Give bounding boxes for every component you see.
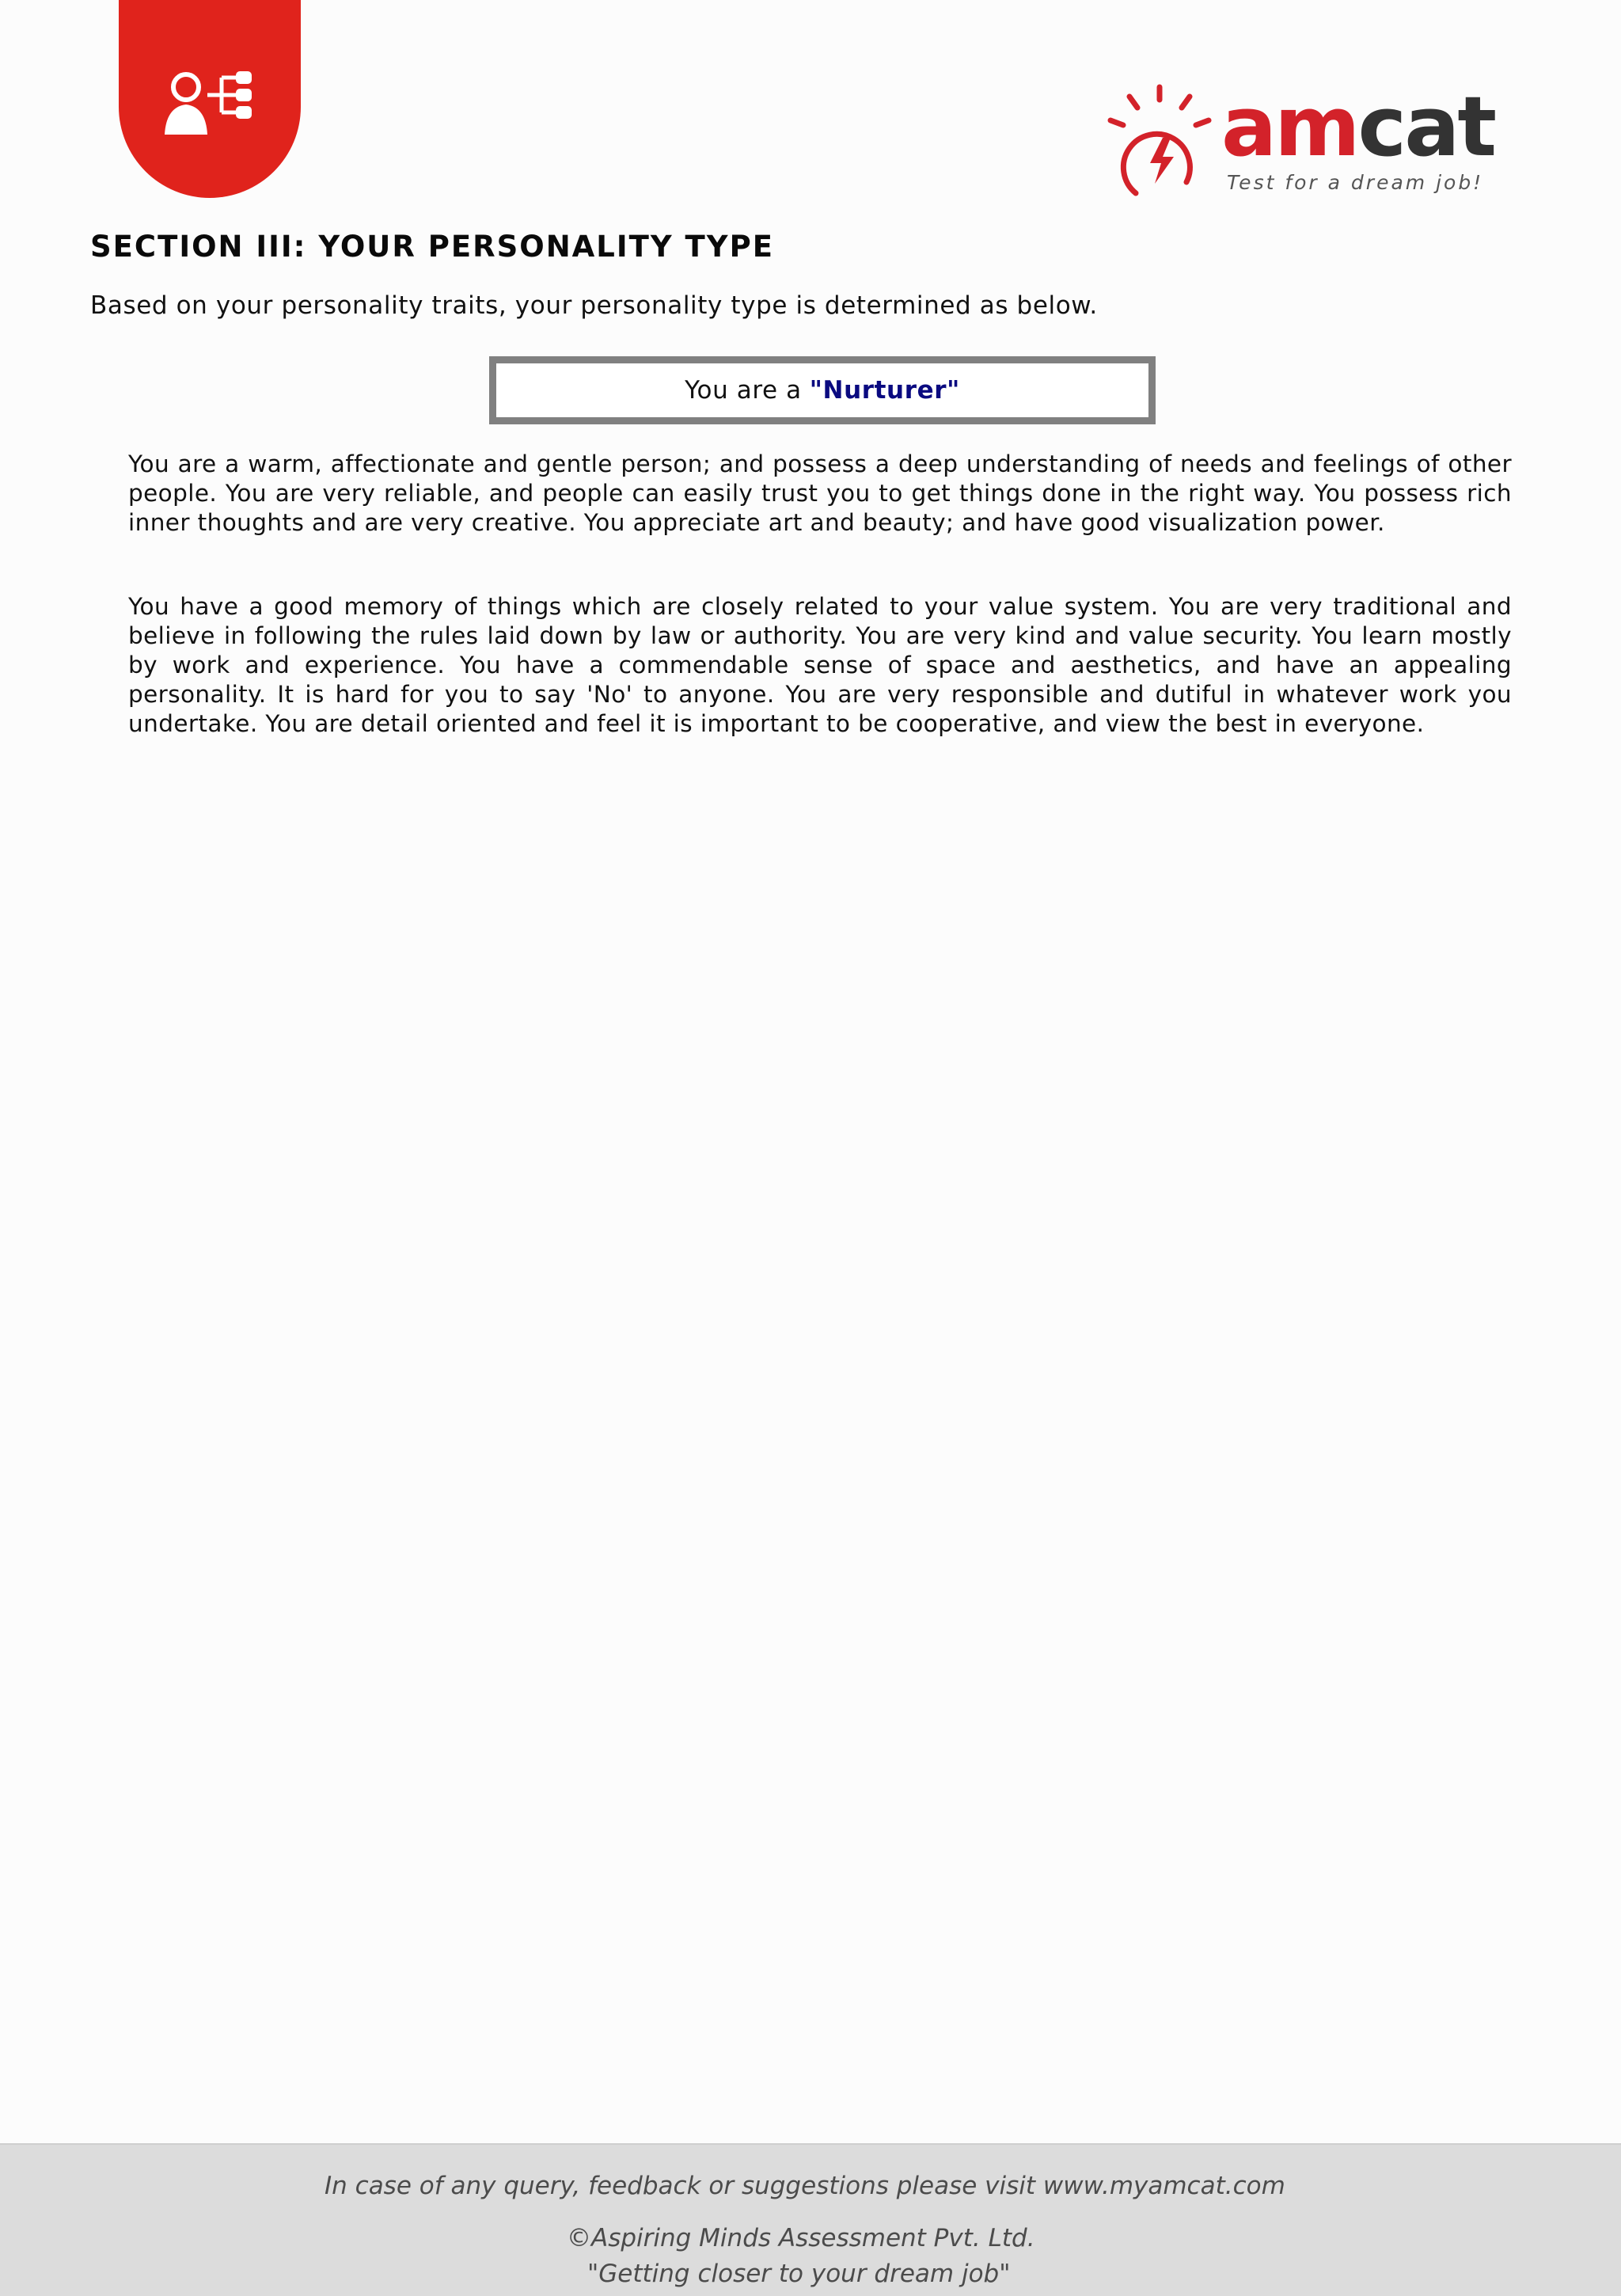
footer-slogan: "Getting closer to your dream job" (587, 2260, 1011, 2288)
type-prefix: You are a (685, 376, 802, 405)
footer-copyright: ©Aspiring Minds Assessment Pvt. Ltd. (567, 2224, 1035, 2252)
section-badge (119, 0, 301, 198)
brand-tagline: Test for a dream job! (1227, 171, 1484, 194)
section-intro: Based on your personality traits, your personality type is determined as below. (90, 291, 1098, 320)
description-paragraph-2: You have a good memory of things which are closely related to your value system. You are very traditional and believe in following the rules laid down by law or authority. You are very kind and value security. You learn mostly by work and experience. You have a commendable sense of space and aesthetics, and have an appealing personality. It is hard for you to say 'No' to anyone. You are very responsible and dutiful in whatever work you undertake. You are detail oriented and feel it is important to be cooperative, and view the best in everyone. (128, 593, 1512, 737)
amcat-logo (1104, 78, 1516, 201)
brand-secondary: cat (1357, 78, 1495, 175)
page-footer (0, 2143, 1621, 2296)
brand-primary: am (1221, 78, 1358, 175)
brand-wordmark (1221, 78, 1495, 175)
description-paragraph-1: You are a warm, affectionate and gentle person; and possess a deep understanding of needs and feelings of other people. You are very reliable, and people can easily trust you to get things done in the right way. You possess rich inner thoughts and are very creative. You appreciate art and beauty; and have good visualization power. (128, 450, 1512, 536)
personality-type-box (489, 356, 1156, 424)
lightbulb-bolt-icon (1104, 82, 1223, 201)
personality-type-name: "Nurturer" (809, 376, 960, 405)
person-hierarchy-icon (158, 63, 261, 143)
footer-query-line: In case of any query, feedback or suggestions please visit www.myamcat.com (325, 2172, 1285, 2200)
section-title: SECTION III: YOUR PERSONALITY TYPE (90, 230, 774, 264)
